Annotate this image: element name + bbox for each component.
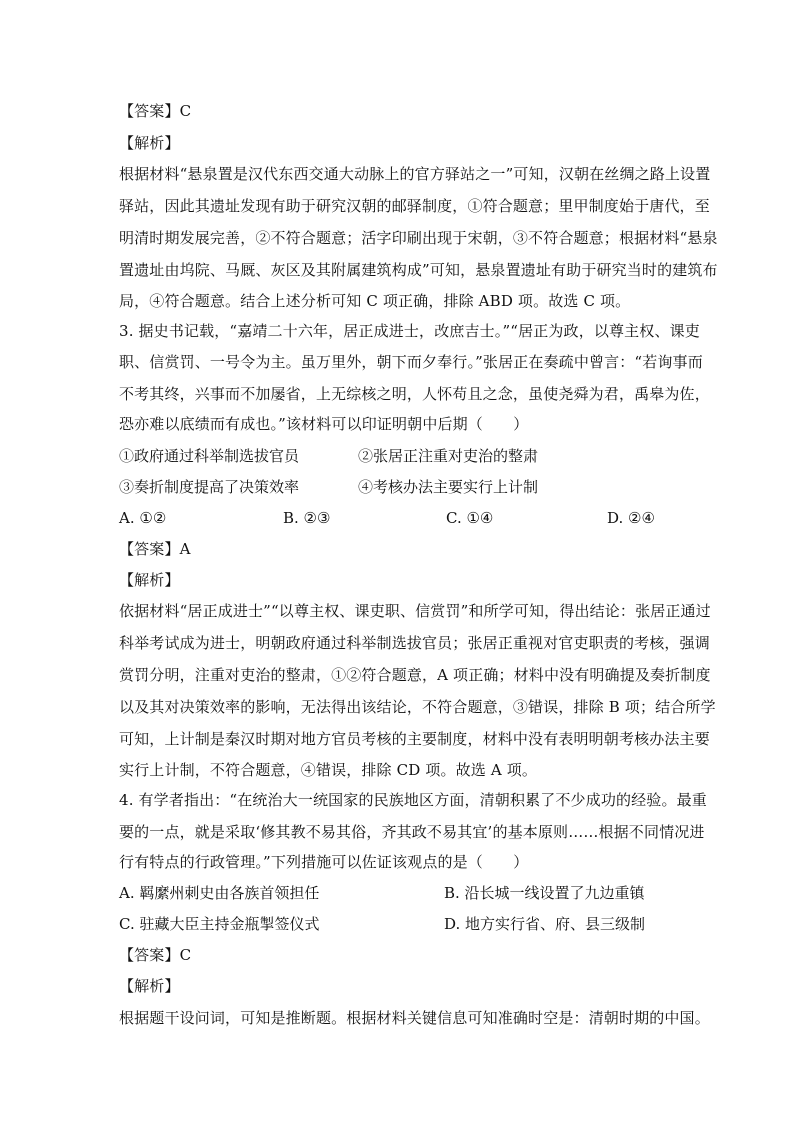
q2-analysis-line: 置遗址由坞院、马厩、灰区及其附属建筑构成”可知，悬泉置遗址有助于研究当时的建筑布	[119, 261, 718, 279]
q3-analysis-line: 可知，上计制是秦汉时期对地方官员考核的主要制度，材料中没有表明明朝考核办法主要	[119, 730, 710, 748]
q3-analysis-line: 赏罚分明，注重对吏治的整肃，①②符合题意，A 项正确；材料中没有明确提及奏折制度	[119, 666, 711, 684]
q3-statement: ④考核办法主要实行上计制	[358, 478, 539, 496]
q3-analysis-label: 【解析】	[119, 571, 180, 589]
q4-analysis-label: 【解析】	[119, 977, 180, 995]
q3-statement: ②张居正注重对吏治的整肃	[358, 447, 539, 465]
q3-analysis-line: 科举考试成为进士，明朝政府通过科举制选拔官员；张居正重视对官吏职责的考核，强调	[119, 634, 710, 652]
q3-stem-line: 职、信赏罚、一号令为主。虽万里外，朝下而夕奉行。”张居正在奏疏中曾言：“若询事而	[119, 353, 703, 371]
q3-analysis-line: 实行上计制，不符合题意，④错误，排除 CD 项。故选 A 项。	[119, 761, 538, 779]
q3-answer: 【答案】A	[119, 540, 191, 558]
q3-stem-line: 恐亦难以底绩而有成也。”该材料可以印证明朝中后期（ ）	[119, 415, 529, 433]
q4-option-a: A. 羁縻州刺史由各族首领担任	[119, 884, 320, 902]
q2-answer: 【答案】C	[119, 102, 192, 120]
q3-analysis-line: 以及其对决策效率的影响，无法得出该结论，不符合题意，③错误，排除 B 项；结合所学	[119, 698, 716, 716]
q3-stem-line: 不考其终，兴事而不加屡省，上无综核之明，人怀苟且之念，虽使尧舜为君，禹皋为佐，	[119, 385, 710, 403]
q4-stem-line: 要的一点，就是采取‘修其教不易其俗，齐其政不易其宜’的基本原则……根据不同情况进	[119, 823, 705, 841]
q3-option-b: B. ②③	[283, 509, 331, 527]
q3-statement: ①政府通过科举制选拔官员	[119, 447, 300, 465]
q2-analysis-line: 根据材料“悬泉置是汉代东西交通大动脉上的官方驿站之一”可知，汉朝在丝绸之路上设置	[119, 165, 711, 183]
q2-analysis-line: 局，④符合题意。结合上述分析可知 C 项正确，排除 ABD 项。故选 C 项。	[119, 292, 631, 310]
q3-stem-line: 3. 据史书记载，“嘉靖二十六年，居正成进士，改庶吉士。”“居正为政，以尊主权、课吏	[119, 322, 700, 340]
q2-analysis-line: 明清时期发展完善，②不符合题意；活字印刷出现于宋朝，③不符合题意；根据材料“悬泉	[119, 229, 718, 247]
q2-analysis-label: 【解析】	[119, 134, 180, 152]
q4-option-d: D. 地方实行省、府、县三级制	[444, 915, 646, 933]
q3-option-c: C. ①④	[446, 509, 494, 527]
q4-option-b: B. 沿长城一线设置了九边重镇	[444, 884, 645, 902]
q3-option-a: A. ①②	[119, 509, 167, 527]
q2-analysis-line: 驿站，因此其遗址发现有助于研究汉朝的邮驿制度，①符合题意；里甲制度始于唐代，至	[119, 197, 710, 215]
q4-analysis-line: 根据题干设问词，可知是推断题。根据材料关键信息可知准确时空是：清朝时期的中国。	[119, 1009, 710, 1027]
q4-option-c: C. 驻藏大臣主持金瓶掣签仪式	[119, 915, 320, 933]
q3-statement: ③奏折制度提高了决策效率	[119, 478, 300, 496]
q3-analysis-line: 依据材料“居正成进士”“以尊主权、课吏职、信赏罚”和所学可知，得出结论：张居正通过	[119, 602, 711, 620]
q4-answer: 【答案】C	[119, 946, 192, 964]
q3-option-d: D. ②④	[607, 509, 655, 527]
q4-stem-line: 行有特点的行政管理。”下列措施可以佐证该观点的是（ ）	[119, 853, 529, 871]
q4-stem-line: 4. 有学者指出：“在统治大一统国家的民族地区方面，清朝积累了不少成功的经验。最重	[119, 791, 707, 809]
